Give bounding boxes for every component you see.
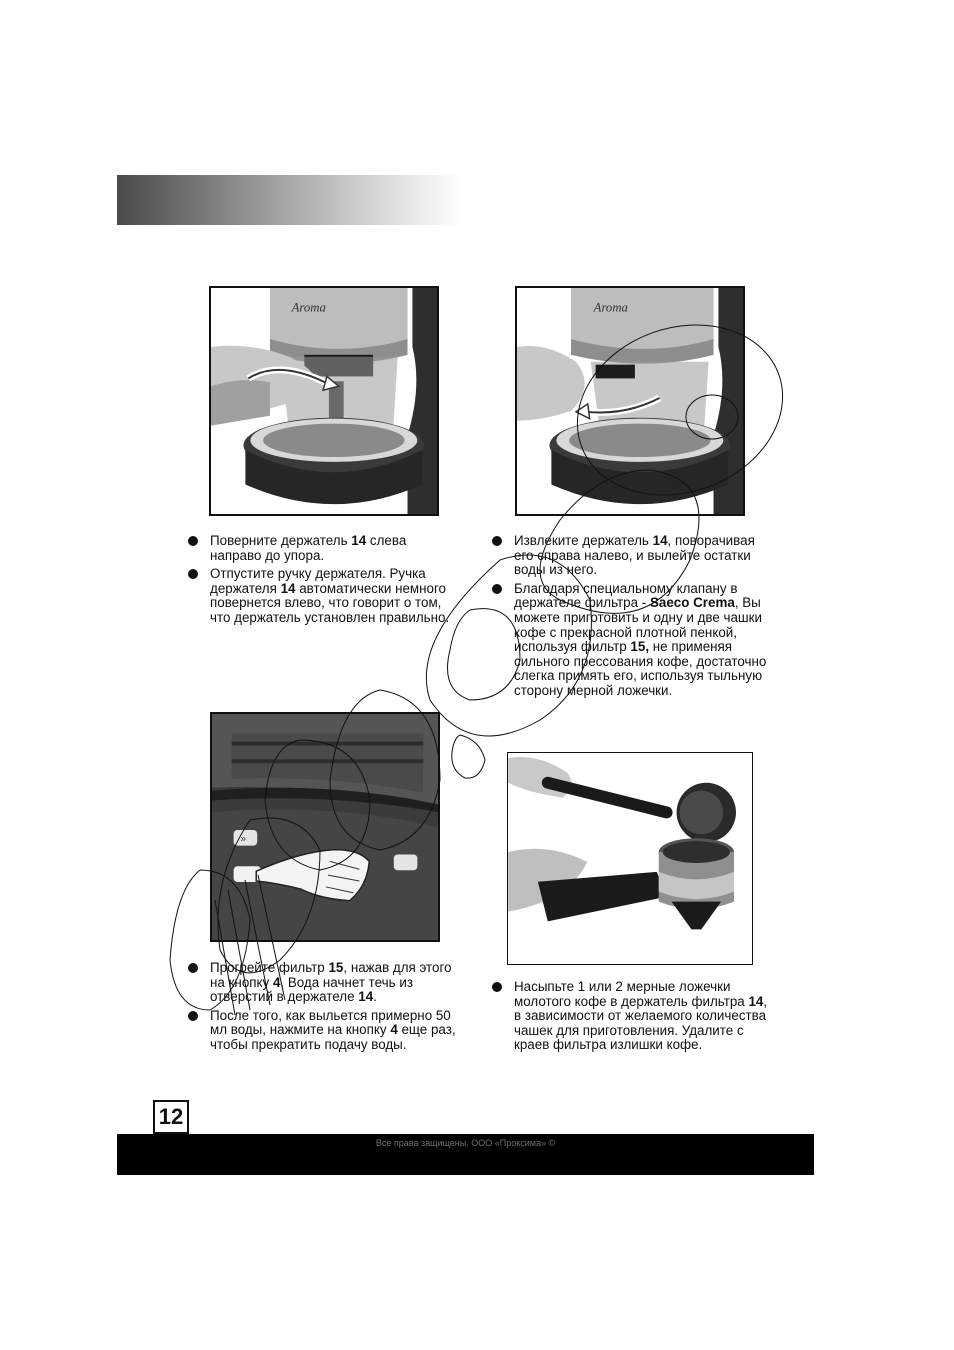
step-text-pre: Насыпьте 1 или 2 мерные ложечки молотого кофе в держатель фильтра (514, 979, 749, 1009)
step-text-post: еще раз, чтобы прекратить подачу воды. (210, 1022, 456, 1052)
bullet-icon (492, 584, 502, 594)
bullet-icon (492, 536, 502, 546)
footer-copyright: Все права защищены. ООО «Проксима» © (375, 1138, 556, 1148)
steps-bottom-left (188, 961, 463, 1057)
step-text-post3: . (373, 989, 377, 1005)
part-number: 14 (351, 533, 367, 548)
step-text-post: автоматически немного повернется влево, что говорит о том, что держатель установлен правильно. (210, 580, 450, 625)
page-number: 12 (153, 1100, 189, 1134)
part-number: 14 (748, 993, 764, 1009)
section-header-bar (117, 175, 462, 225)
step-text-post: слева направо до упора. (210, 533, 407, 563)
button-number: 4 (390, 1022, 398, 1038)
list-item (492, 534, 767, 578)
step-text-post: , поворачивая его справа налево, и вылейте остатки воды из него. (514, 533, 755, 578)
part-number: 14 (280, 580, 296, 596)
list-item (492, 980, 772, 1053)
list-item (188, 567, 458, 625)
list-item (188, 961, 463, 1005)
bullet-icon (492, 982, 502, 992)
part-number: 14 (652, 533, 668, 548)
photo-insert-holder (209, 286, 439, 516)
bullet-icon (188, 963, 198, 973)
steps-top-right (492, 534, 767, 703)
bullet-icon (188, 536, 198, 546)
step-text-post: , нажав для этого на кнопку (210, 960, 452, 990)
part-number: 15, (630, 639, 650, 655)
footer-bar (117, 1134, 814, 1175)
photo-remove-holder (515, 286, 745, 516)
steps-bottom-right (492, 980, 772, 1057)
part-number: 15 (328, 960, 344, 975)
part-number: 14 (358, 989, 374, 1005)
step-text-pre: После того, как выльется примерно 50 мл воды, нажмите на кнопку (210, 1007, 451, 1038)
brand-logo-text: Aroma (593, 300, 628, 315)
step-text-pre: Отпустите ручку держателя. Ручка держателя (210, 566, 426, 596)
button-number: 4 (272, 974, 281, 990)
bullet-icon (188, 1011, 198, 1021)
list-item (188, 534, 458, 563)
brand-logo-text: Aroma (291, 300, 326, 315)
product-name: Saeco Crema (649, 595, 735, 611)
step-text-pre: Благодаря специальному клапану в держателе фильтра - (514, 580, 738, 611)
steps-top-left (188, 534, 458, 630)
step-text-post2: . Вода начнет течь из отверстий в держателе (210, 974, 413, 1005)
bullet-icon (188, 569, 198, 579)
step-text-post2: не применяя сильного прессования кофе, достаточно слегка примять его, используя тыльную сторону мерной ложечки. (514, 639, 767, 698)
step-text-pre: Прогрейте фильтр (210, 960, 329, 975)
photo-fill-coffee (507, 752, 753, 965)
photo-press-button (210, 712, 440, 942)
list-item (188, 1009, 463, 1053)
step-text-pre: Извлеките держатель (514, 533, 653, 548)
svg-text:»: » (240, 833, 246, 845)
step-text-post: , Вы можете приготовить и одну и две чашки кофе с прекрасной плотной пенкой, используя фильтр (514, 595, 763, 655)
list-item (492, 582, 767, 699)
step-text-post: , в зависимости от желаемого количества чашек для приготовления. Удалите с краев фильтра излишки кофе. (514, 993, 768, 1053)
step-text-pre: Поверните держатель (210, 533, 352, 548)
